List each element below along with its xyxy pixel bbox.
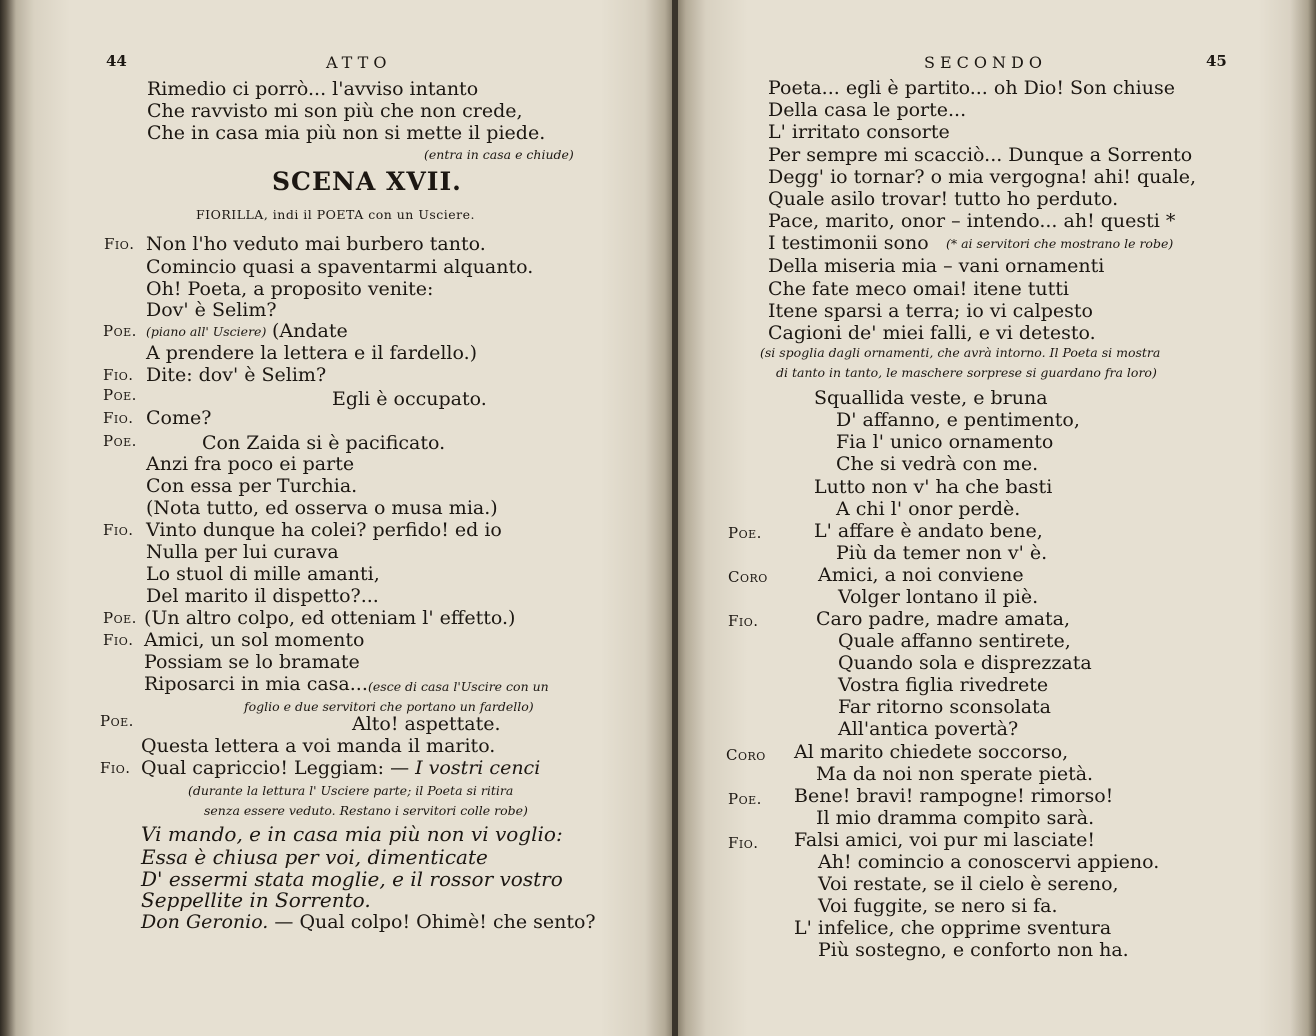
stage-direction: (esce di casa l'Uscire con un xyxy=(368,679,549,694)
verse-line: Itene sparsi a terra; io vi calpesto xyxy=(768,300,1093,322)
stage-direction: (* ai servitori che mostrano le robe) xyxy=(946,236,1174,251)
signature-text: Don Geronio. xyxy=(141,911,269,933)
verse-line: Falsi amici, voi pur mi lasciate! xyxy=(794,829,1096,851)
verse-line: Cagioni de' miei falli, e vi detesto. xyxy=(768,322,1096,344)
speaker-label: Fio. xyxy=(103,366,134,384)
verse-line: Nulla per lui curava xyxy=(146,541,339,563)
verse-line: Far ritorno sconsolata xyxy=(838,696,1051,718)
verse-line: Questa lettera a voi manda il marito. xyxy=(141,735,496,757)
speaker-label: Poe. xyxy=(728,524,762,542)
scene-title: SCENA XVII. xyxy=(272,167,462,196)
verse-line: Caro padre, madre amata, xyxy=(816,608,1071,630)
letter-line: D' essermi stata moglie, e il rossor vostro xyxy=(141,867,563,891)
verse-line: (Nota tutto, ed osserva o musa mia.) xyxy=(146,497,498,519)
verse-line: Quando sola e disprezzata xyxy=(838,652,1092,674)
speaker-label: Poe. xyxy=(103,386,137,404)
verse-line: Amici, un sol momento xyxy=(144,629,365,651)
aria-line: D' affanno, e pentimento, xyxy=(836,409,1080,431)
verse-line: A prendere la lettera e il fardello.) xyxy=(146,342,478,364)
verse-line: Dov' è Selim? xyxy=(146,299,277,321)
verse-line: Egli è occupato. xyxy=(332,388,487,410)
aria-line: Che si vedrà con me. xyxy=(836,453,1039,475)
verse-line: L' infelice, che opprime sventura xyxy=(794,917,1112,939)
verse-line: (Un altro colpo, ed otteniam l' effetto.) xyxy=(144,607,516,629)
verse-line: Quale asilo trovar! tutto ho perduto. xyxy=(768,188,1119,210)
speaker-label: Poe. xyxy=(100,712,134,730)
verse-line: All'antica povertà? xyxy=(838,718,1019,740)
verse-line xyxy=(141,911,596,933)
verse-text: — Qual colpo! Ohimè! che sento? xyxy=(274,911,596,933)
running-head: SECONDO xyxy=(924,53,1047,72)
verse-line: Rimedio ci porrò... l'avviso intanto xyxy=(147,78,479,100)
verse-line: Che ravvisto mi son più che non crede, xyxy=(147,100,523,122)
speaker-label: Poe. xyxy=(103,322,137,340)
letter-line: Essa è chiusa per voi, dimenticate xyxy=(141,845,488,869)
verse-line: Oh! Poeta, a proposito venite: xyxy=(146,278,434,300)
stage-direction: senza essere veduto. Restano i servitori colle robe) xyxy=(204,803,528,818)
verse-line: Del marito il dispetto?... xyxy=(146,585,379,607)
verse-line xyxy=(141,757,540,779)
verse-line: Il mio dramma compito sarà. xyxy=(816,807,1095,829)
verse-line: Alto! aspettate. xyxy=(352,713,501,735)
verse-line: Con essa per Turchia. xyxy=(146,475,358,497)
speaker-label: Poe. xyxy=(728,790,762,808)
stage-direction: (si spoglia dagli ornamenti, che avrà intorno. Il Poeta si mostra xyxy=(760,345,1161,360)
verse-line: Lo stuol di mille amanti, xyxy=(146,563,380,585)
verse-line: Come? xyxy=(146,407,212,429)
speaker-label: Poe. xyxy=(103,432,137,450)
verse-line: Comincio quasi a spaventarmi alquanto. xyxy=(146,256,534,278)
right-page xyxy=(678,0,1316,1036)
letter-line: Vi mando, e in casa mia più non vi voglio: xyxy=(141,822,563,846)
running-head: ATTO xyxy=(326,53,392,72)
stage-direction: (entra in casa e chiude) xyxy=(424,147,574,162)
verse-line: Per sempre mi scacciò... Dunque a Sorrento xyxy=(768,144,1193,166)
speaker-label: Fio. xyxy=(100,759,131,777)
verse-line: Che fate meco omai! itene tutti xyxy=(768,278,1069,300)
verse-line: I testimonii sono xyxy=(768,232,929,254)
verse-line: Riposarci in mia casa... xyxy=(144,673,368,695)
speaker-label: Fio. xyxy=(103,409,134,427)
verse-line: Volger lontano il piè. xyxy=(838,586,1039,608)
verse-line: Più sostegno, e conforto non ha. xyxy=(818,939,1129,961)
stage-direction: (piano all' Usciere) xyxy=(146,324,267,339)
verse-line: Degg' io tornar? o mia vergogna! ahi! quale, xyxy=(768,166,1197,188)
letter-start: I vostri cenci xyxy=(415,757,541,779)
verse-line: Che in casa mia più non si mette il piede. xyxy=(147,122,546,144)
verse-line: Anzi fra poco ei parte xyxy=(146,453,355,475)
verse-line: L' affare è andato bene, xyxy=(814,520,1043,542)
verse-line: Della casa le porte... xyxy=(768,99,967,121)
speaker-label: Coro xyxy=(728,568,768,586)
verse-line: Della miseria mia – vani ornamenti xyxy=(768,255,1105,277)
verse-line: Non l'ho veduto mai burbero tanto. xyxy=(146,233,486,255)
speaker-label: Coro xyxy=(726,746,766,764)
verse-line: Possiam se lo bramate xyxy=(144,651,360,673)
verse-line: Vinto dunque ha colei? perfido! ed io xyxy=(146,519,502,541)
verse-line: Con Zaida si è pacificato. xyxy=(202,432,446,454)
verse-line: Dite: dov' è Selim? xyxy=(146,364,327,386)
verse-line: Ah! comincio a conoscervi appieno. xyxy=(818,851,1160,873)
speaker-label: Fio. xyxy=(728,612,759,630)
aria-line: Fia l' unico ornamento xyxy=(836,431,1054,453)
page-number: 44 xyxy=(106,52,127,70)
speaker-label: Fio. xyxy=(104,235,135,253)
verse-line: Quale affanno sentirete, xyxy=(838,630,1071,652)
verse-line: Al marito chiedete soccorso, xyxy=(794,741,1069,763)
verse-line: Voi restate, se il cielo è sereno, xyxy=(818,873,1119,895)
page-number: 45 xyxy=(1206,52,1227,70)
verse-text: Qual capriccio! Leggiam: — xyxy=(141,757,410,779)
verse-line: L' irritato consorte xyxy=(768,121,950,143)
aria-line: A chi l' onor perdè. xyxy=(836,498,1021,520)
verse-line: Più da temer non v' è. xyxy=(836,542,1048,564)
verse-line: Bene! bravi! rampogne! rimorso! xyxy=(794,785,1114,807)
speaker-label: Fio. xyxy=(103,631,134,649)
verse-line: Poeta... egli è partito... oh Dio! Son chiuse xyxy=(768,77,1175,99)
verse-line: Pace, marito, onor – intendo... ah! questi * xyxy=(768,210,1176,232)
speaker-label: Fio. xyxy=(728,834,759,852)
verse-line: Ma da noi non sperate pietà. xyxy=(816,763,1094,785)
verse-line: Amici, a noi conviene xyxy=(818,564,1024,586)
verse-line: Voi fuggite, se nero si fa. xyxy=(818,895,1058,917)
verse-line: (Andate xyxy=(272,320,348,342)
letter-line: Seppellite in Sorrento. xyxy=(141,888,371,912)
stage-direction: foglio e due servitori che portano un fardello) xyxy=(244,699,534,714)
stage-direction: di tanto in tanto, le maschere sorprese si guardano fra loro) xyxy=(776,365,1157,380)
speaker-label: Poe. xyxy=(103,609,137,627)
speaker-label: Fio. xyxy=(103,521,134,539)
verse-line: Vostra figlia rivedrete xyxy=(838,674,1049,696)
aria-line: Squallida veste, e bruna xyxy=(814,387,1048,409)
aria-line: Lutto non v' ha che basti xyxy=(814,476,1053,498)
cast-line: FIORILLA, indi il POETA con un Usciere. xyxy=(196,207,476,222)
stage-direction: (durante la lettura l' Usciere parte; il Poeta si ritira xyxy=(188,783,514,798)
